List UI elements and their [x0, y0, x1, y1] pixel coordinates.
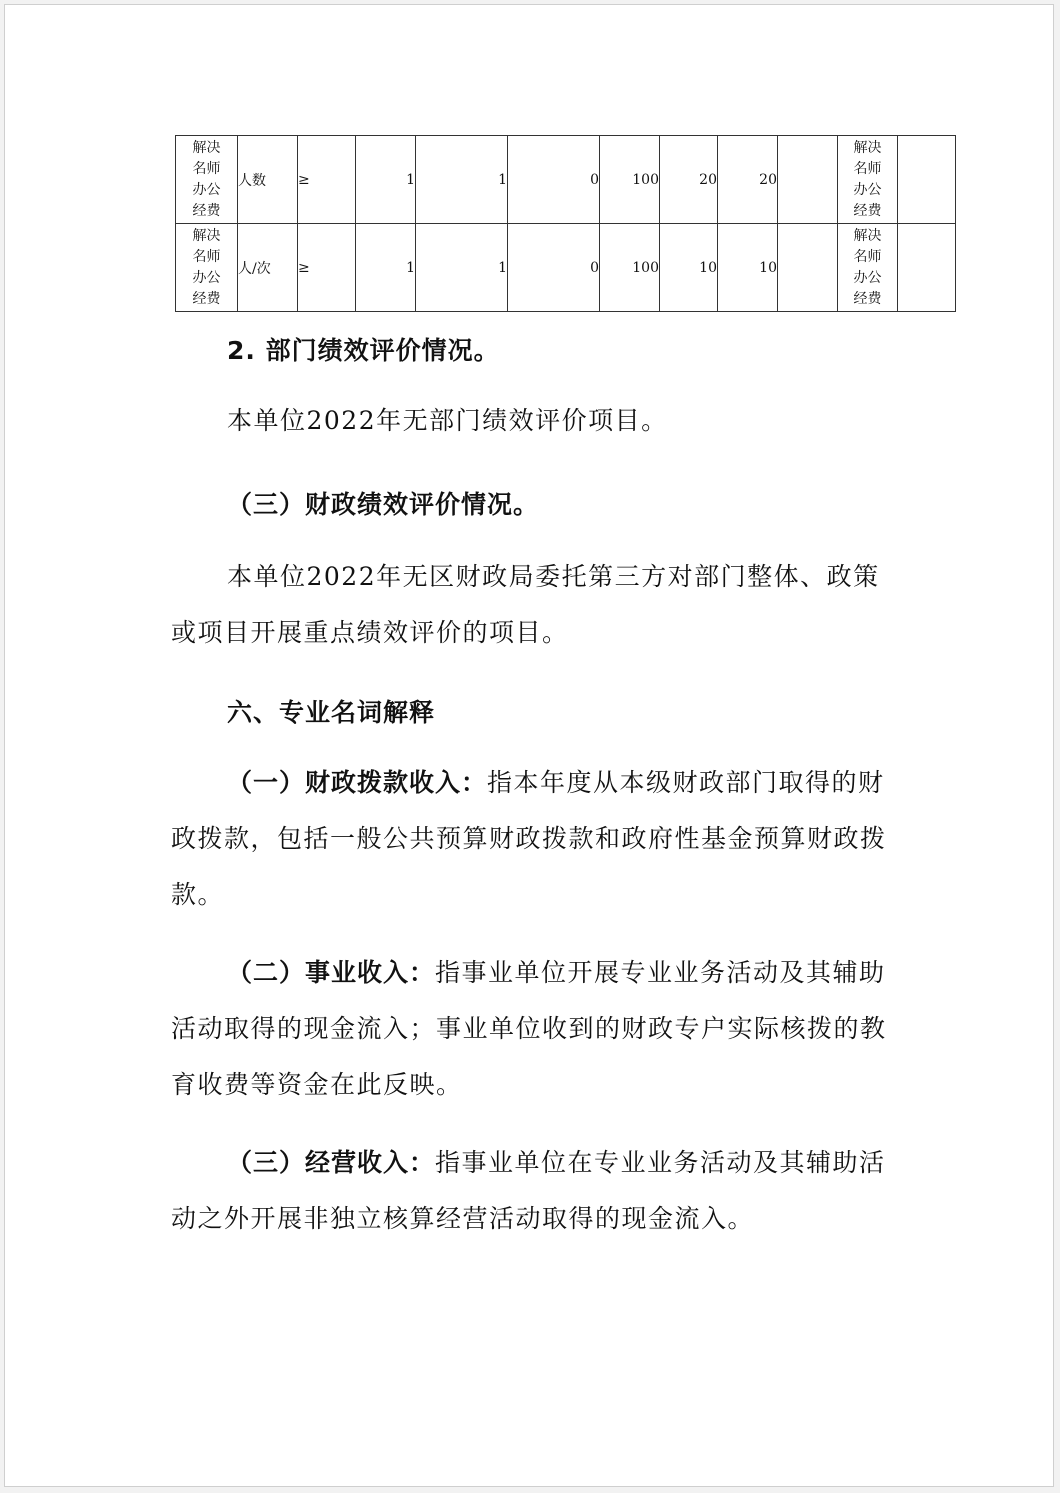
- performance-table-body: [176, 136, 956, 312]
- value-cell: 10: [660, 224, 718, 312]
- value-cell: [778, 224, 838, 312]
- indicator-name-line: 名师: [192, 248, 221, 265]
- operator-cell: ≥: [298, 224, 356, 312]
- indicator-name-line: 解决: [192, 227, 221, 244]
- term-label: （二）事业收入：: [227, 958, 436, 987]
- document-page: [4, 4, 1054, 1487]
- table-row: [176, 136, 956, 224]
- term-operating-income: [171, 1135, 891, 1247]
- indicator-name-line: 办公: [192, 269, 221, 286]
- value-cell: 0: [508, 224, 600, 312]
- value-cell: 20: [718, 136, 778, 224]
- note-cell: [838, 224, 898, 312]
- value-cell: 1: [356, 136, 416, 224]
- term-business-income: [171, 945, 891, 1113]
- value-cell: 20: [660, 136, 718, 224]
- value-cell: 1: [416, 136, 508, 224]
- term-label: （一）财政拨款收入：: [227, 768, 488, 797]
- value-cell: [778, 136, 838, 224]
- indicator-name-line: 经费: [192, 202, 221, 219]
- term-label: （三）经营收入：: [227, 1148, 436, 1177]
- indicator-name-line: 名师: [192, 160, 221, 177]
- performance-table: [175, 135, 956, 312]
- note-line: 名师: [853, 160, 882, 177]
- indicator-name-cell: [176, 136, 238, 224]
- note-line: 解决: [853, 139, 882, 156]
- term-definition: 指事业单位开展专业业务活动及其辅助活动取得的现金流入；事业单位收到的财政专户实际核拨的教育收费等资金在此反映。: [171, 958, 887, 1099]
- indicator-name-line: 解决: [192, 139, 221, 156]
- note-line: 办公: [853, 181, 882, 198]
- term-fiscal-appropriation: [171, 755, 891, 923]
- value-cell: 10: [718, 224, 778, 312]
- value-cell: 100: [600, 224, 660, 312]
- note-cell: [838, 136, 898, 224]
- operator-cell: ≥: [298, 136, 356, 224]
- unit-cell: 人/次: [238, 224, 298, 312]
- value-cell: 1: [356, 224, 416, 312]
- term-definition: 指本年度从本级财政部门取得的财政拨款，包括一般公共预算财政拨款和政府性基金预算财政拨款。: [171, 768, 887, 909]
- table-row: [176, 224, 956, 312]
- term-definition: 指事业单位在专业业务活动及其辅助活动之外开展非独立核算经营活动取得的现金流入。: [171, 1148, 886, 1233]
- indicator-name-line: 办公: [192, 181, 221, 198]
- heading-fin-eval: （三）财政绩效评价情况。: [227, 490, 540, 519]
- indicator-name-cell: [176, 224, 238, 312]
- value-cell: 100: [600, 136, 660, 224]
- empty-cell: [898, 224, 956, 312]
- indicator-name-line: 经费: [192, 290, 221, 307]
- value-cell: 1: [416, 224, 508, 312]
- note-line: 解决: [853, 227, 882, 244]
- empty-cell: [898, 136, 956, 224]
- value-cell: 0: [508, 136, 600, 224]
- note-line: 办公: [853, 269, 882, 286]
- heading-dept-eval: 2. 部门绩效评价情况。: [227, 336, 500, 365]
- note-line: 经费: [853, 290, 882, 307]
- note-line: 经费: [853, 202, 882, 219]
- note-line: 名师: [853, 248, 882, 265]
- heading-terms: 六、专业名词解释: [227, 698, 436, 727]
- unit-cell: 人数: [238, 136, 298, 224]
- paragraph-dept-eval: 本单位2022年无部门绩效评价项目。: [227, 406, 668, 435]
- paragraph-fin-eval: 本单位2022年无区财政局委托第三方对部门整体、政策或项目开展重点绩效评价的项目。: [171, 562, 880, 647]
